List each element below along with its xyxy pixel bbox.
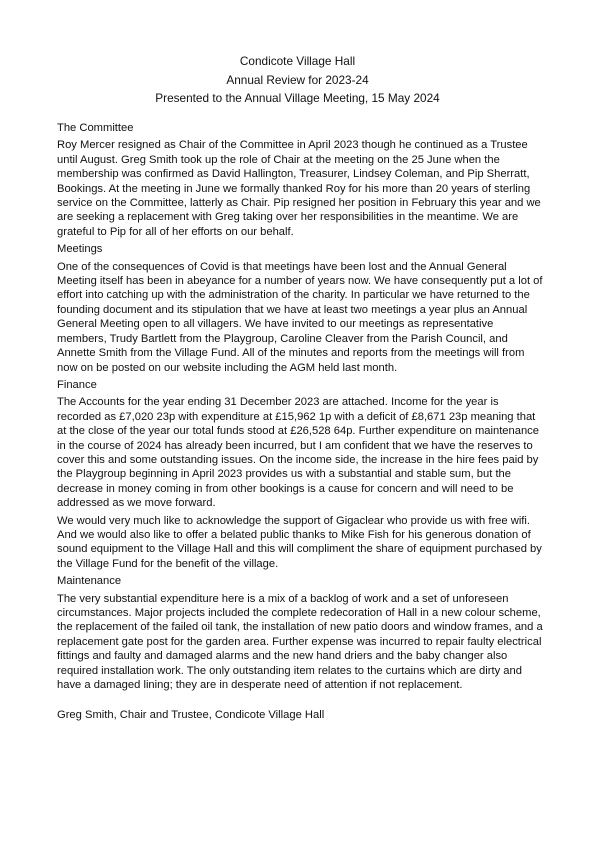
finance-paragraph-acknowledgements: We would very much like to acknowledge the support of Gigaclear who provide us with free wifi. And we would also like to offer a belated public thanks to Mike Fish for his generous donation of sound equipment to the Village Hall and this will compliment the share of equipment purchased by the Village Fund for the benefit of the village. — [57, 514, 542, 570]
review-title: Annual Review for 2023-24 — [226, 72, 369, 87]
presentation-line: Presented to the Annual Village Meeting, 15 May 2024 — [155, 91, 440, 105]
signature-line: Greg Smith, Chair and Trustee, Condicote Village Hall — [57, 709, 325, 722]
section-committee — [57, 121, 543, 239]
organisation-title: Condicote Village Hall — [239, 54, 356, 68]
committee-paragraph: Roy Mercer resigned as Chair of the Committee in April 2023 though he continued as a Trustee until August. Greg Smith took up the role of Chair at the meeting on the 25 June when the membership was confirmed as David Hallington, Treasurer, Lindsey Coleman, and Pip Sherratt, Bookings. At the meeting in June we formally thanked Roy for his more than 20 years of sterling service on the Committee, latterly as Chair. Pip resigned her position in February this year and we are seeking a replacement with Greg taking over her responsibilities in the meantime. We are grateful to Pip for all of her efforts on our behalf. — [57, 139, 541, 238]
section-heading-finance: Finance — [57, 378, 97, 391]
section-heading-committee: The Committee — [57, 122, 134, 134]
finance-paragraph-accounts: The Accounts for the year ending 31 December 2023 are attached. Income for the year is recorded as £7,020 23p with expenditure at £15,962 1p with a deficit of £8,671 23p meaning that at the close of the year our total funds stood at £26,528 64p. Further expenditure on maintenance in the course of 2024 has already been incurred, but I am confident that we have the reserves to cover this and some outstanding issues. On the income side, the increase in the hire fees paid by the Playgroup beginning in April 2023 provides us with a substantial and stable sum, but the decrease in money coming in from other bookings is a cause for concern and will need to be addressed as we move forward. — [57, 396, 540, 510]
section-finance — [57, 378, 543, 571]
section-heading-maintenance: Maintenance — [57, 575, 122, 588]
section-meetings — [57, 242, 543, 375]
document-header — [0, 52, 595, 108]
document-body — [57, 121, 543, 726]
meetings-paragraph: One of the consequences of Covid is that meetings have been lost and the Annual General Meeting itself has been in abeyance for a number of years now. We have consequently put a lot of effort into catching up with the administration of the charity. In particular we have returned to the founding document and its stipulation that we have at least two meetings a year plus an Annual General Meeting open to all villagers. We have invited to our meetings as representative members, Trudy Bartlett from the Playgroup, Caroline Cleaver from the Parish Council, and Annette Smith from the Village Fund. All of the minutes and reports from the meetings will from now on be posted on our website including the AGM held last month. — [57, 260, 543, 374]
maintenance-paragraph: The very substantial expenditure here is a mix of a backlog of work and a set of unforeseen circumstances. Major projects included the complete redecoration of Hall in a new colour scheme, the replacement of the failed oil tank, the installation of new patio doors and window frames, and a replacement gate post for the garden area. Further expense was incurred to repair faulty electrical fittings and faulty and damaged alarms and the new hand driers and the baby changer also required installation work. The only outstanding item relates to the curtains which are dirty and have a damaged lining; they are in desperate need of attention if not replacement. — [57, 592, 543, 692]
section-heading-meetings: Meetings — [57, 243, 103, 256]
section-maintenance — [57, 574, 543, 692]
